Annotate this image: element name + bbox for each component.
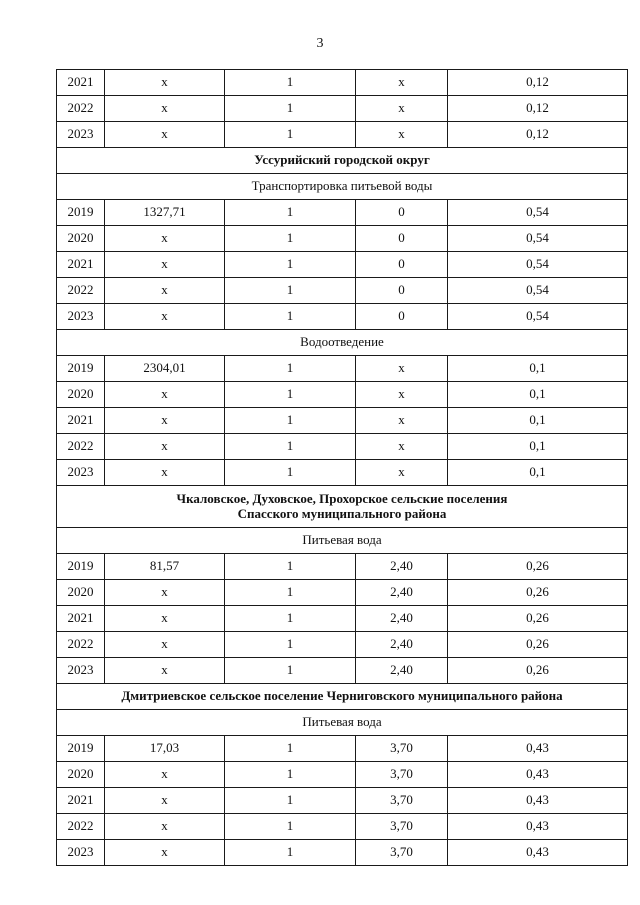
- loss-cell: х: [356, 434, 448, 460]
- table-row: [57, 788, 628, 814]
- subsection-header-row: [57, 710, 628, 736]
- page-number: 3: [316, 36, 324, 51]
- index-cell: 1: [225, 200, 356, 226]
- loss-cell: х: [356, 96, 448, 122]
- index-cell: 1: [225, 762, 356, 788]
- value-cell: 0,43: [448, 814, 628, 840]
- subsection-title: Транспортировка питьевой воды: [57, 174, 628, 200]
- volume-cell: х: [105, 122, 225, 148]
- volume-cell: х: [105, 278, 225, 304]
- volume-cell: 81,57: [105, 554, 225, 580]
- year-cell: 2023: [57, 122, 105, 148]
- loss-cell: 2,40: [356, 606, 448, 632]
- index-cell: 1: [225, 304, 356, 330]
- volume-cell: х: [105, 382, 225, 408]
- table-row: [57, 840, 628, 866]
- year-cell: 2021: [57, 70, 105, 96]
- loss-cell: 3,70: [356, 762, 448, 788]
- section-title: [57, 486, 628, 528]
- index-cell: 1: [225, 408, 356, 434]
- volume-cell: х: [105, 226, 225, 252]
- table-body: [57, 70, 628, 866]
- index-cell: 1: [225, 278, 356, 304]
- year-cell: 2022: [57, 434, 105, 460]
- year-cell: 2019: [57, 200, 105, 226]
- volume-cell: х: [105, 606, 225, 632]
- table-row: [57, 122, 628, 148]
- index-cell: 1: [225, 460, 356, 486]
- volume-cell: х: [105, 658, 225, 684]
- section-title-line: Чкаловское, Духовское, Прохорское сельские поселения: [176, 491, 508, 507]
- table-row: [57, 460, 628, 486]
- value-cell: 0,43: [448, 788, 628, 814]
- index-cell: 1: [225, 434, 356, 460]
- index-cell: 1: [225, 736, 356, 762]
- volume-cell: х: [105, 762, 225, 788]
- index-cell: 1: [225, 606, 356, 632]
- year-cell: 2022: [57, 814, 105, 840]
- value-cell: 0,43: [448, 840, 628, 866]
- table-row: [57, 96, 628, 122]
- volume-cell: х: [105, 814, 225, 840]
- table-row: [57, 554, 628, 580]
- index-cell: 1: [225, 658, 356, 684]
- loss-cell: 2,40: [356, 658, 448, 684]
- subsection-header-row: [57, 174, 628, 200]
- year-cell: 2020: [57, 580, 105, 606]
- table-row: [57, 200, 628, 226]
- loss-cell: 0: [356, 304, 448, 330]
- table-row: [57, 606, 628, 632]
- loss-cell: 3,70: [356, 788, 448, 814]
- loss-cell: х: [356, 70, 448, 96]
- loss-cell: 3,70: [356, 840, 448, 866]
- table-row: [57, 580, 628, 606]
- index-cell: 1: [225, 788, 356, 814]
- loss-cell: 0: [356, 252, 448, 278]
- year-cell: 2021: [57, 252, 105, 278]
- table-row: [57, 252, 628, 278]
- year-cell: 2021: [57, 408, 105, 434]
- loss-cell: х: [356, 382, 448, 408]
- index-cell: 1: [225, 382, 356, 408]
- loss-cell: х: [356, 122, 448, 148]
- value-cell: 0,54: [448, 200, 628, 226]
- section-title: Дмитриевское сельское поселение Черниговского муниципального района: [57, 684, 628, 710]
- index-cell: 1: [225, 356, 356, 382]
- year-cell: 2023: [57, 658, 105, 684]
- loss-cell: 3,70: [356, 814, 448, 840]
- table-row: [57, 382, 628, 408]
- table-row: [57, 408, 628, 434]
- year-cell: 2023: [57, 304, 105, 330]
- loss-cell: 2,40: [356, 580, 448, 606]
- volume-cell: х: [105, 252, 225, 278]
- volume-cell: х: [105, 460, 225, 486]
- value-cell: 0,1: [448, 434, 628, 460]
- volume-cell: х: [105, 580, 225, 606]
- volume-cell: х: [105, 632, 225, 658]
- table-row: [57, 736, 628, 762]
- loss-cell: х: [356, 460, 448, 486]
- section-header-row: [57, 486, 628, 528]
- year-cell: 2021: [57, 606, 105, 632]
- value-cell: 0,26: [448, 606, 628, 632]
- index-cell: 1: [225, 70, 356, 96]
- value-cell: 0,54: [448, 278, 628, 304]
- value-cell: 0,26: [448, 554, 628, 580]
- value-cell: 0,54: [448, 304, 628, 330]
- table-row: [57, 226, 628, 252]
- year-cell: 2020: [57, 226, 105, 252]
- value-cell: 0,26: [448, 580, 628, 606]
- year-cell: 2022: [57, 278, 105, 304]
- index-cell: 1: [225, 554, 356, 580]
- index-cell: 1: [225, 632, 356, 658]
- index-cell: 1: [225, 814, 356, 840]
- year-cell: 2019: [57, 554, 105, 580]
- loss-cell: х: [356, 408, 448, 434]
- year-cell: 2020: [57, 762, 105, 788]
- value-cell: 0,43: [448, 762, 628, 788]
- value-cell: 0,1: [448, 408, 628, 434]
- year-cell: 2022: [57, 632, 105, 658]
- subsection-header-row: [57, 528, 628, 554]
- subsection-title: Питьевая вода: [57, 710, 628, 736]
- value-cell: 0,1: [448, 356, 628, 382]
- year-cell: 2019: [57, 736, 105, 762]
- loss-cell: 3,70: [356, 736, 448, 762]
- year-cell: 2021: [57, 788, 105, 814]
- section-title: Уссурийский городской округ: [57, 148, 628, 174]
- volume-cell: х: [105, 70, 225, 96]
- section-header-row: [57, 148, 628, 174]
- value-cell: 0,1: [448, 460, 628, 486]
- year-cell: 2020: [57, 382, 105, 408]
- subsection-header-row: [57, 330, 628, 356]
- loss-cell: 2,40: [356, 632, 448, 658]
- value-cell: 0,54: [448, 226, 628, 252]
- index-cell: 1: [225, 226, 356, 252]
- index-cell: 1: [225, 122, 356, 148]
- table-row: [57, 278, 628, 304]
- loss-cell: х: [356, 356, 448, 382]
- value-cell: 0,12: [448, 96, 628, 122]
- loss-cell: 2,40: [356, 554, 448, 580]
- loss-cell: 0: [356, 278, 448, 304]
- value-cell: 0,43: [448, 736, 628, 762]
- volume-cell: х: [105, 408, 225, 434]
- volume-cell: 17,03: [105, 736, 225, 762]
- value-cell: 0,26: [448, 632, 628, 658]
- volume-cell: х: [105, 788, 225, 814]
- table-row: [57, 356, 628, 382]
- volume-cell: 1327,71: [105, 200, 225, 226]
- table-row: [57, 658, 628, 684]
- index-cell: 1: [225, 252, 356, 278]
- loss-cell: 0: [356, 200, 448, 226]
- year-cell: 2022: [57, 96, 105, 122]
- volume-cell: х: [105, 96, 225, 122]
- table-row: [57, 762, 628, 788]
- value-cell: 0,26: [448, 658, 628, 684]
- value-cell: 0,54: [448, 252, 628, 278]
- volume-cell: х: [105, 840, 225, 866]
- tariff-table: [56, 69, 628, 866]
- year-cell: 2019: [57, 356, 105, 382]
- index-cell: 1: [225, 96, 356, 122]
- table-row: [57, 70, 628, 96]
- value-cell: 0,12: [448, 70, 628, 96]
- value-cell: 0,1: [448, 382, 628, 408]
- section-title-line: Спасского муниципального района: [237, 505, 447, 521]
- year-cell: 2023: [57, 840, 105, 866]
- loss-cell: 0: [356, 226, 448, 252]
- section-header-row: [57, 684, 628, 710]
- table-row: [57, 814, 628, 840]
- value-cell: 0,12: [448, 122, 628, 148]
- subsection-title: Водоотведение: [57, 330, 628, 356]
- index-cell: 1: [225, 580, 356, 606]
- table-row: [57, 304, 628, 330]
- subsection-title: Питьевая вода: [57, 528, 628, 554]
- year-cell: 2023: [57, 460, 105, 486]
- volume-cell: х: [105, 434, 225, 460]
- volume-cell: 2304,01: [105, 356, 225, 382]
- table-row: [57, 434, 628, 460]
- volume-cell: х: [105, 304, 225, 330]
- table-row: [57, 632, 628, 658]
- index-cell: 1: [225, 840, 356, 866]
